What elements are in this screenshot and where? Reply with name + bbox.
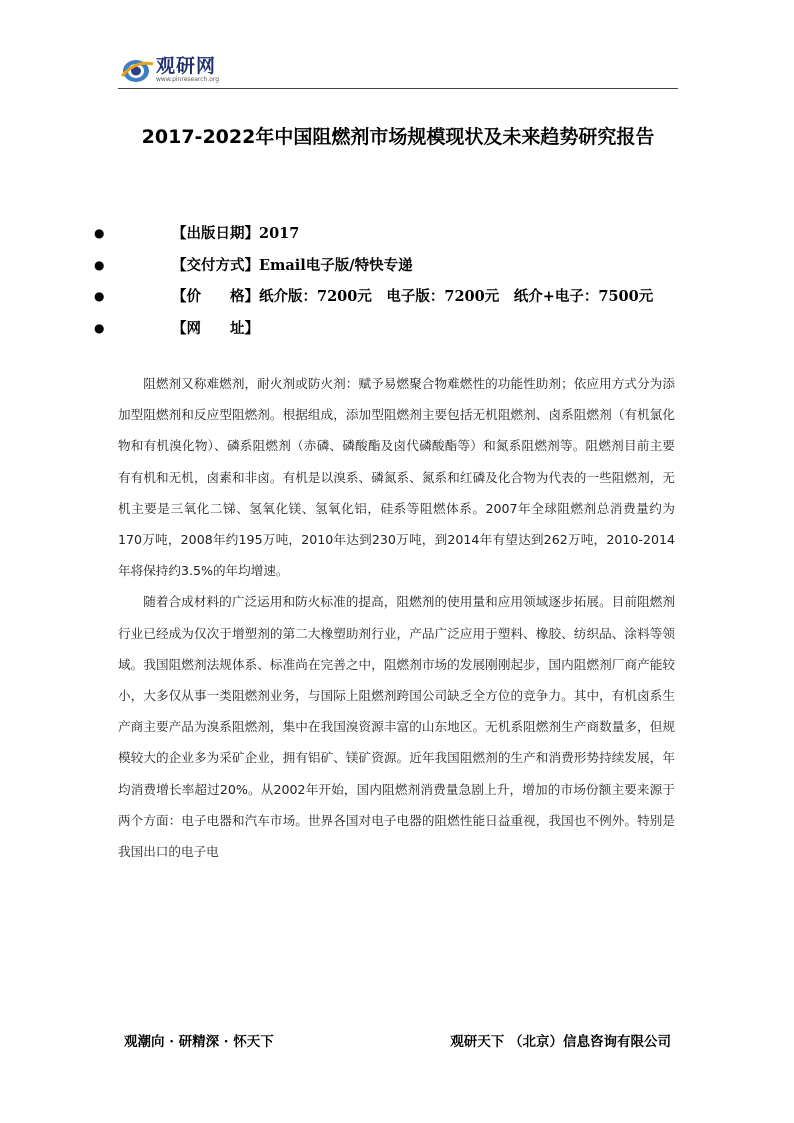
meta-text: 【价 格】纸介版：7200元 电子版：7200元 纸介+电子：7500元 <box>172 288 654 305</box>
bullet-icon: ● <box>94 257 105 272</box>
bullet-icon: ● <box>94 320 105 335</box>
report-title: 2017-2022年中国阻燃剂市场规模现状及未来趋势研究报告 <box>141 126 655 148</box>
meta-item-publish-date <box>94 218 694 250</box>
logo-url: www.pinresearch.org <box>156 76 220 83</box>
meta-item-delivery <box>94 250 694 282</box>
globe-swoosh-icon <box>120 56 154 84</box>
bullet-icon: ● <box>94 289 105 303</box>
meta-text: 【网 址】 <box>172 319 259 337</box>
logo-text: 观研网 <box>156 55 217 77</box>
paragraph: 阻燃剂又称难燃剂，耐火剂或防火剂：赋予易燃聚合物难燃性的功能性助剂；依应用方式分为添加型阻燃剂和反应型阻燃剂。根据组成，添加型阻燃剂主要包括无机阻燃剂、卤系阻燃剂（有机氯化物和有机溴化物）、磷系阻燃剂（赤磷、磷酸酯及卤代磷酸酯等）和氮系阻燃剂等。阻燃剂目前主要有有机和无机，卤素和非卤。有机是以溴系、磷氮系、氮系和红磷及化合物为代表的一些阻燃剂，无机主要是三氧化二锑、氢氧化镁、氢氧化铝，硅系等阻燃体系。2007年全球阻燃剂总消费量约为170万吨，2008年约195万吨，2010年达到230万吨，到2014年有望达到262万吨，2010-2014年将保持约3.5%的年均增速。 <box>118 376 675 579</box>
bullet-icon: ● <box>94 226 105 240</box>
meta-item-url <box>94 313 694 345</box>
report-meta-list <box>94 218 694 344</box>
meta-text: 【交付方式】Email电子版/特快专递 <box>172 256 413 274</box>
page-footer <box>118 1026 675 1052</box>
meta-item-price <box>94 281 694 313</box>
page-header <box>118 50 678 89</box>
footer-slogan: 观潮向 · 研精深 · 怀天下 <box>124 1034 274 1050</box>
footer-company: 观研天下 （北京）信息咨询有限公司 <box>450 1034 671 1050</box>
meta-text: 【出版日期】2017 <box>172 225 300 242</box>
logo <box>120 54 230 86</box>
paragraph: 随着合成材料的广泛运用和防火标准的提高，阻燃剂的使用量和应用领域逐步拓展。目前阻燃剂行业已经成为仅次于增塑剂的第二大橡塑助剂行业，产品广泛应用于塑料、橡胶、纺织品、涂料等领域。我国阻燃剂法规体系、标准尚在完善之中，阻燃剂市场的发展刚刚起步，国内阻燃剂厂商产能较小，大多仅从事一类阻燃剂业务，与国际上阻燃剂跨国公司缺乏全方位的竞争力。其中，有机卤系生产商主要产品为溴系阻燃剂，集中在我国溴资源丰富的山东地区。无机系阻燃剂生产商数量多，但规模较大的企业多为采矿企业，拥有铝矿、镁矿资源。近年我国阻燃剂的生产和消费形势持续发展，年均消费增长率超过20%。从2002年开始，国内阻燃剂消费量急剧上升，增加的市场份额主要来源于两个方面：电子电器和汽车市场。世界各国对电子电器的阻燃性能日益重视，我国也不例外。特别是我国出口的电子电 <box>118 594 675 860</box>
report-body <box>118 368 675 867</box>
